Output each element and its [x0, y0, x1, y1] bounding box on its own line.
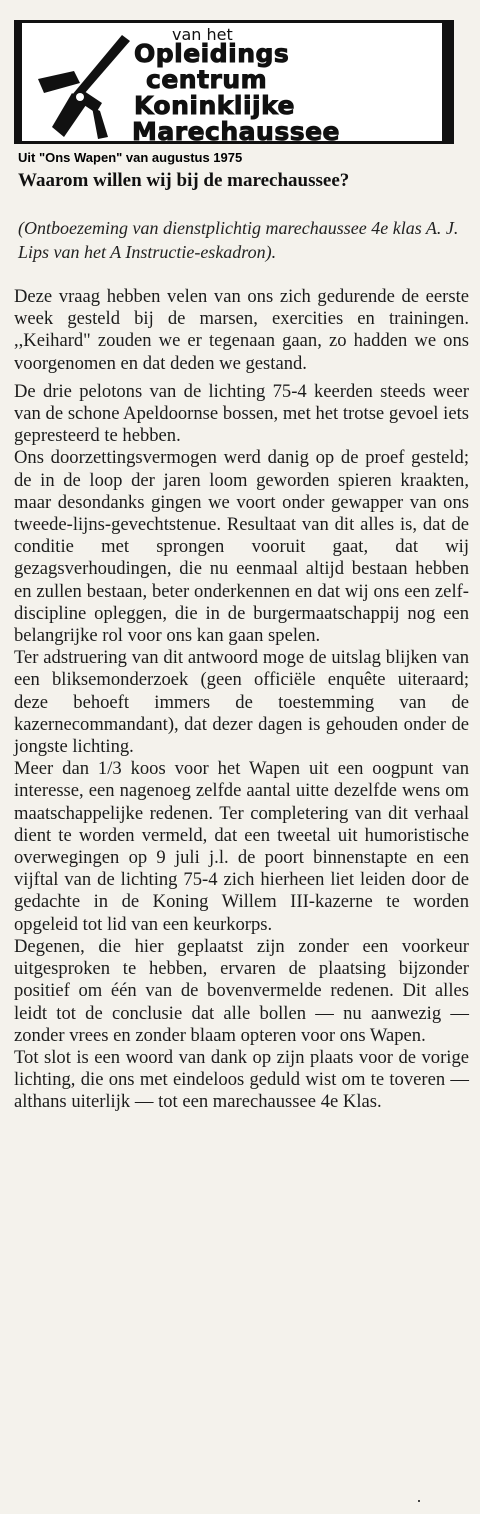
paragraph: Meer dan 1/3 koos voor het Wapen uit een oogpunt van interesse, een nagenoeg zelfde aantal uitte dezelfde wens om maatschappelijke redenen. Ter completering van dit verhaal dient te worden vermeld, dat een tweetal uit humoristische overwegingen op 9 juli j.l. de poort binnenstapte en een vijftal van de lichting 75-4 zich hierheen liet leiden door de gedachte in de Koning Willem III-kazerne te worden opgeleid tot lid van een keurkorps.	[14, 758, 469, 935]
masthead-border-bar	[442, 23, 454, 141]
print-speck	[418, 1500, 420, 1502]
masthead-small-text: van het	[172, 25, 233, 44]
source-caption: Uit "Ons Wapen" van augustus 1975	[18, 150, 243, 165]
article-subtitle: (Ontboezeming van dienstplichtig marechaussee 4e klas A. J. Lips van het A Instructie-eskadron).	[18, 218, 459, 262]
rifle-icon	[34, 33, 134, 141]
paragraph: De drie pelotons van de lichting 75-4 keerden steeds weer van de schone Apeldoornse bossen, met het trotse gevoel iets gepresteerd te hebben.	[14, 380, 469, 447]
paragraph: Tot slot is een woord van dank op zijn plaats voor de vorige lichting, die ons met eindeloos geduld wist om te toveren — althans uiterlijk — tot een marechaussee 4e Klas.	[14, 1046, 469, 1113]
masthead-line-1: Opleidings	[134, 39, 290, 68]
article-body	[14, 286, 469, 1114]
paragraph: Ons doorzettingsvermogen werd danig op de proef gesteld; de in de loop der jaren loom geworden spieren kraakten, maar desondanks gingen we voort onder gewapper van ons tweede-lijns-gevechtstenue. Resultaat van dit alles is, dat de conditie met sprongen vooruit gaat, dat wij gezagsverhoudingen, die nu eenmaal altijd bestaan hebben en zullen bestaan, beter onderkennen en dat wij ons een zelf-discipline opleggen, die in de burgermaatschappij nog een belangrijke rol voor ons kan gaan spelen.	[14, 447, 469, 647]
paragraph: Degenen, die hier geplaatst zijn zonder een voorkeur uitgesproken te hebben, ervaren de plaatsing bijzonder positief om één van de bovenvermelde redenen. Dit alles leidt tot de conclusie dat alle bollen — nu aanwezig — zonder vrees en zonder blaam opteren voor ons Wapen.	[14, 935, 469, 1046]
article-title: Waarom willen wij bij de marechaussee?	[18, 170, 350, 191]
paragraph: Ter adstruering van dit antwoord moge de uitslag blijken van een bliksemonderzoek (geen officiële enquête uiteraard; deze behoeft immers de toestemming van de kazernecommandant), dat dezer dagen is gehouden onder de jongste lichting.	[14, 647, 469, 758]
masthead-line-4: Marechaussee	[132, 117, 340, 146]
paragraph: Deze vraag hebben velen van ons zich gedurende de eerste week gesteld bij de marsen, exercities en trainingen. ,,Keihard" zouden we er tegenaan gaan, zo hadden we ons voorgenomen en dat deden we gestand.	[14, 286, 469, 374]
masthead-line-3: Koninklijke	[134, 91, 296, 120]
masthead-line-2: centrum	[146, 65, 268, 94]
masthead	[14, 20, 454, 144]
